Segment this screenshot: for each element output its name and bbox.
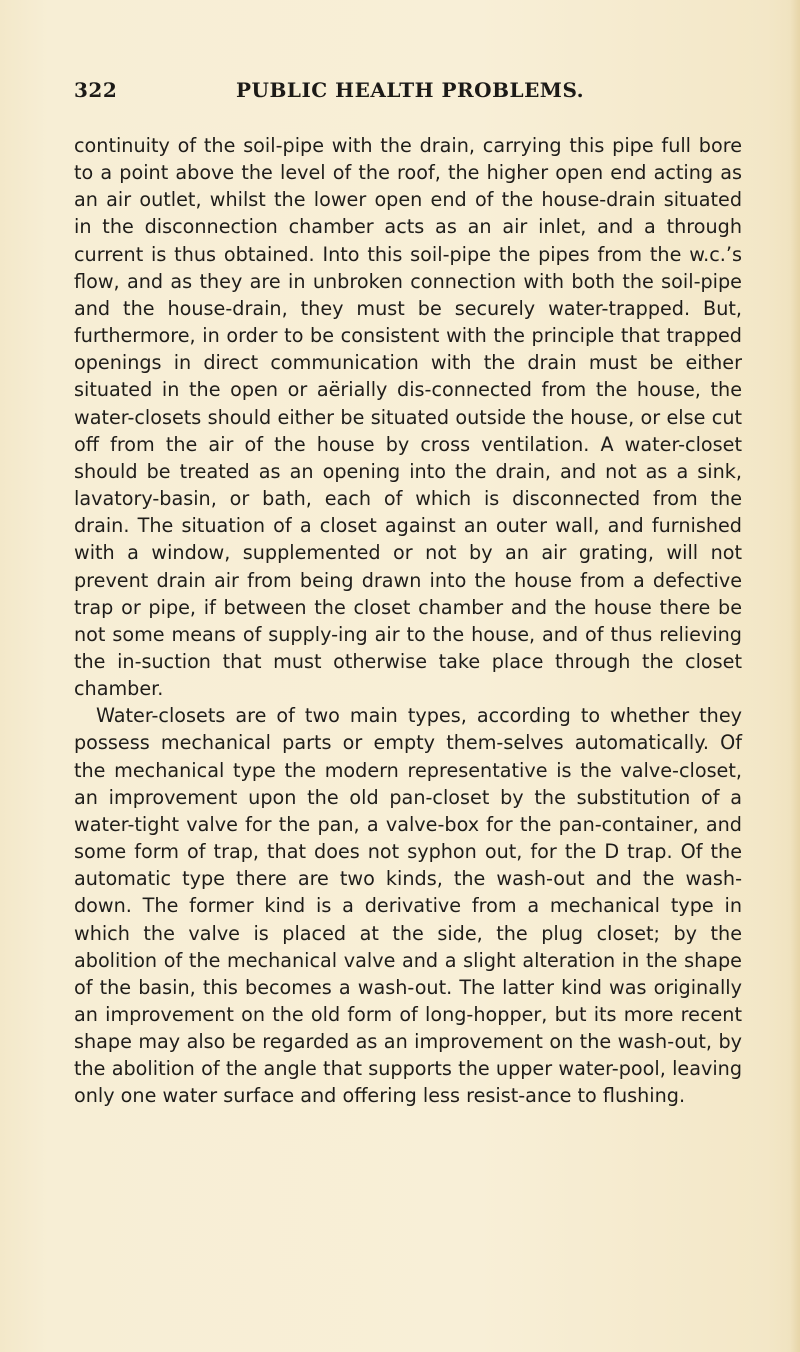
paragraph-1: continuity of the soil-pipe with the drain, carrying this pipe full bore to a point above the level of the roof, the higher open end acting as an air outlet, whilst the lower open end of the house-drain situated in the disconnection chamber acts as an air inlet, and a through current is thus obtained. Into this soil-pipe the pipes from the w.c.’s flow, and as they are in unbroken connection with both the soil-pipe and the house-drain, they must be securely water-trapped. But, furthermore, in order to be consistent with the principle that trapped openings in direct communication with the drain must be either situated in the open or aërially dis-connected from the house, the water-closets should either be situated outside the house, or else cut off from the air of the house by cross ventilation. A water-closet should be treated as an opening into the drain, and not as a sink, lavatory-basin, or bath, each of which is disconnected from the drain. The situation of a closet against an outer wall, and furnished with a window, supplemented or not by an air grating, will not prevent drain air from being drawn into the house from a defective trap or pipe, if between the closet chamber and the house there be not some means of supply-ing air to the house, and of thus relieving the in-suction that must otherwise take place through the closet chamber. (74, 134, 742, 701)
running-title: PUBLIC HEALTH PROBLEMS. (236, 78, 585, 102)
page-number: 322 (74, 78, 118, 102)
running-head (74, 78, 744, 112)
paragraph-2: Water-closets are of two main types, according to whether they possess mechanical parts or empty them-selves automatically. Of the mechanical type the modern representative is the valve-closet, an improvement upon the old pan-closet by the substitution of a water-tight valve for the pan, a valve-box for the pan-container, and some form of trap, that does not syphon out, for the D trap. Of the automatic type there are two kinds, the wash-out and the wash-down. The former kind is a derivative from a mechanical type in which the valve is placed at the side, the plug closet; by the abolition of the mechanical valve and a slight alteration in the shape of the basin, this becomes a wash-out. The latter kind was originally an improvement on the old form of long-hopper, but its more recent shape may also be regarded as an improvement on the wash-out, by the abolition of the angle that supports the upper water-pool, leaving only one water surface and offering less resist-ance to flushing. (74, 704, 742, 1108)
body-text (74, 132, 742, 1110)
